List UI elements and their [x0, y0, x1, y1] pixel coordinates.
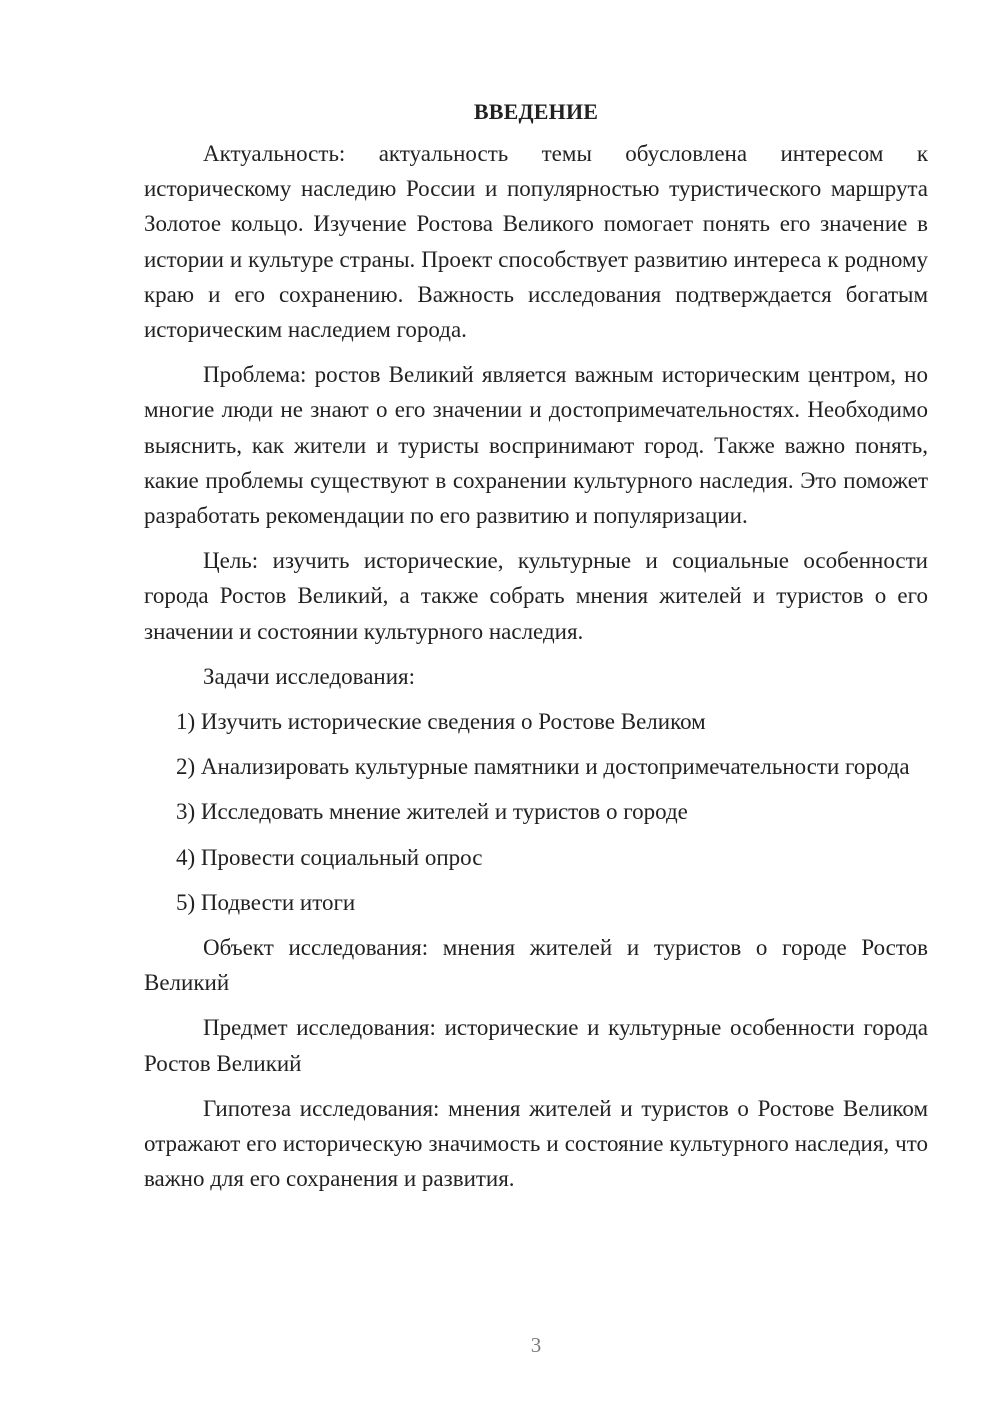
task-item-3: 3) Исследовать мнение жителей и туристов о городе: [176, 799, 688, 825]
subject-paragraph: Предмет исследования: исторические и культурные особенности города Ростов Великий: [144, 1015, 928, 1076]
task-item-5: 5) Подвести итоги: [176, 889, 356, 915]
page-number: 3: [530, 1333, 542, 1357]
hypothesis-paragraph: Гипотеза исследования: мнения жителей и туристов о Ростове Великом отражают его историческую значимость и состояние культурного наследия, что важно для его сохранения и развития.: [144, 1095, 928, 1192]
tasks-title: Задачи исследования:: [203, 663, 416, 689]
problem-paragraph: Проблема: ростов Великий является важным историческим центром, но многие люди не знают о его значении и достопримечательностях. Необходимо выяснить, как жители и туристы воспринимают город. Также важно понять, какие проблемы существуют в сохранении культурного наследия. Это поможет разработать рекомендации по его развитию и популяризации.: [144, 362, 928, 529]
task-item-2: 2) Анализировать культурные памятники и достопримечательности города: [176, 754, 910, 780]
goal-paragraph: Цель: изучить исторические, культурные и социальные особенности города Ростов Великий, а также собрать мнения жителей и туристов о его значении и состоянии культурного наследия.: [144, 548, 928, 644]
relevance-paragraph: Актуальность: актуальность темы обусловлена интересом к историческому наследию России и популярностью туристического маршрута Золотое кольцо. Изучение Ростова Великого помогает понять его значение в истории и культуре страны. Проект способствует развитию интереса к родному краю и его сохранению. Важность исследования подтверждается богатым историческим наследием города.: [144, 141, 928, 343]
section-heading: ВВЕДЕНИЕ: [473, 99, 599, 124]
object-paragraph: Объект исследования: мнения жителей и туристов о городе Ростов Великий: [144, 935, 928, 996]
page-content: [144, 94, 928, 1206]
task-item-4: 4) Провести социальный опрос: [176, 844, 483, 870]
task-item-1: 1) Изучить исторические сведения о Ростове Великом: [176, 709, 706, 735]
